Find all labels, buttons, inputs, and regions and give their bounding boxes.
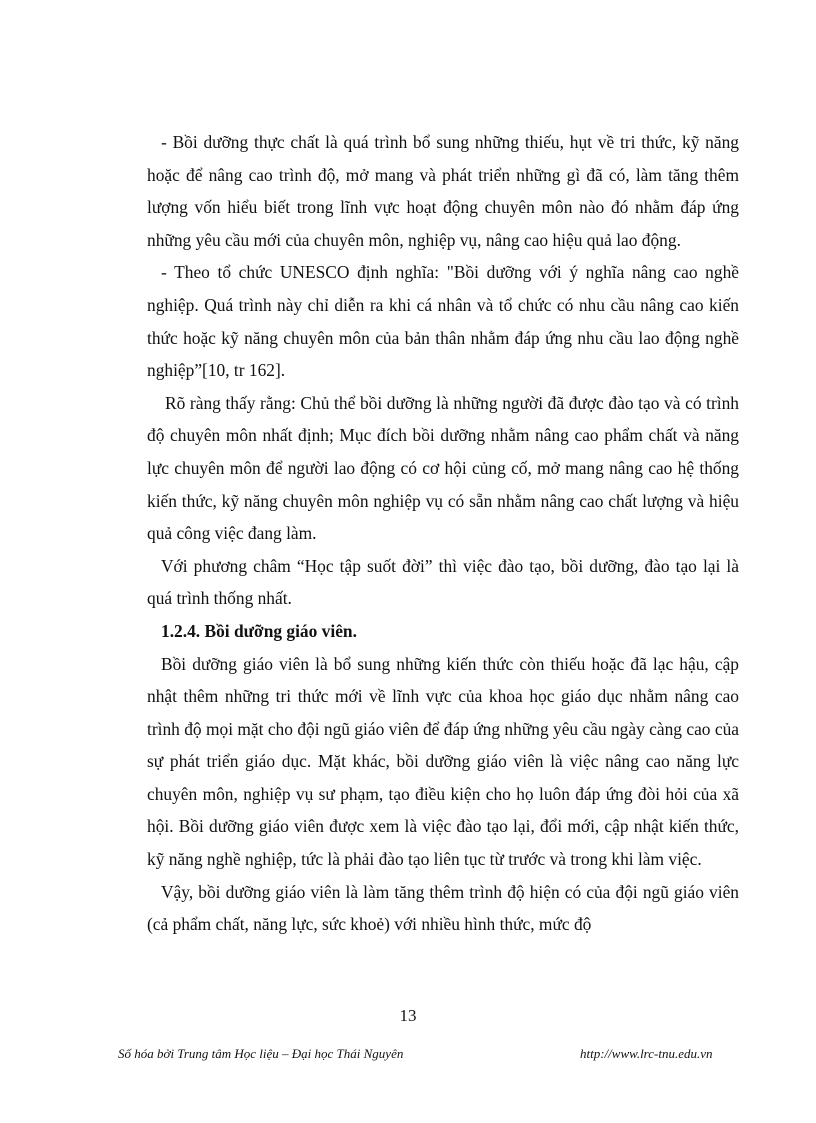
- paragraph-boi-duong-giao-vien: Bồi dưỡng giáo viên là bổ sung những kiến thức còn thiếu hoặc đã lạc hậu, cập nhật thêm những tri thức mới về lĩnh vực của khoa học giáo dục nhằm nâng cao trình độ mọi mặt cho đội ngũ giáo viên để đáp ứng những yêu cầu ngày càng cao của sự phát triển giáo dục. Mặt khác, bồi dưỡng giáo viên là việc nâng cao năng lực chuyên môn, nghiệp vụ sư phạm, tạo điều kiện cho họ luôn đáp ứng đòi hỏi của xã hội. Bồi dưỡng giáo viên được xem là việc đào tạo lại, đổi mới, cập nhật kiến thức, kỹ năng nghề nghiệp, tức là phải đào tạo liên tục từ trước và trong khi làm việc.: [147, 653, 739, 870]
- paragraph-ro-rang: Rõ ràng thấy rằng: Chủ thể bồi dưỡng là những người đã được đào tạo và có trình độ chuyên môn nhất định; Mục đích bồi dưỡng nhằm nâng cao phẩm chất và năng lực chuyên môn để người lao động có cơ hội củng cố, mở mang nâng cao hệ thống kiến thức, kỹ năng chuyên môn nghiệp vụ có sẵn nhằm nâng cao chất lượng và hiệu quả công việc đang làm.: [147, 392, 739, 544]
- footer-digitized-by: Số hóa bởi Trung tâm Học liệu – Đại học Thái Nguyên: [118, 1046, 404, 1061]
- page-body: [147, 126, 739, 941]
- paragraph-phuong-cham: Với phương châm “Học tập suốt đời” thì việc đào tạo, bồi dưỡng, đào tạo lại là quá trình thống nhất.: [147, 555, 739, 609]
- paragraph-boi-duong-definition: - Bồi dưỡng thực chất là quá trình bổ sung những thiếu, hụt về tri thức, kỹ năng hoặc để nâng cao trình độ, mở mang và phát triển những gì đã có, làm tăng thêm lượng vốn hiểu biết trong lĩnh vực hoạt động chuyên môn nào đó nhằm đáp ứng những yêu cầu mới của chuyên môn, nghiệp vụ, nâng cao hiệu quả lao động.: [147, 132, 739, 250]
- page-number: 13: [399, 1006, 417, 1025]
- section-heading: 1.2.4. Bồi dưỡng giáo viên.: [161, 620, 357, 641]
- footer-url-link[interactable]: http://www.lrc-tnu.edu.vn: [580, 1046, 713, 1061]
- paragraph-unesco-definition: - Theo tổ chức UNESCO định nghĩa: "Bồi dưỡng với ý nghĩa nâng cao nghề nghiệp. Quá trình này chỉ diễn ra khi cá nhân và tổ chức có nhu cầu nâng cao kiến thức hoặc kỹ năng chuyên môn của bản thân nhằm đáp ứng nhu cầu lao động nghề nghiệp”[10, tr 162].: [147, 262, 739, 381]
- paragraph-vay-boi-duong: Vậy, bồi dưỡng giáo viên là làm tăng thêm trình độ hiện có của đội ngũ giáo viên (cả phẩm chất, năng lực, sức khoẻ) với nhiều hình thức, mức độ: [147, 881, 739, 935]
